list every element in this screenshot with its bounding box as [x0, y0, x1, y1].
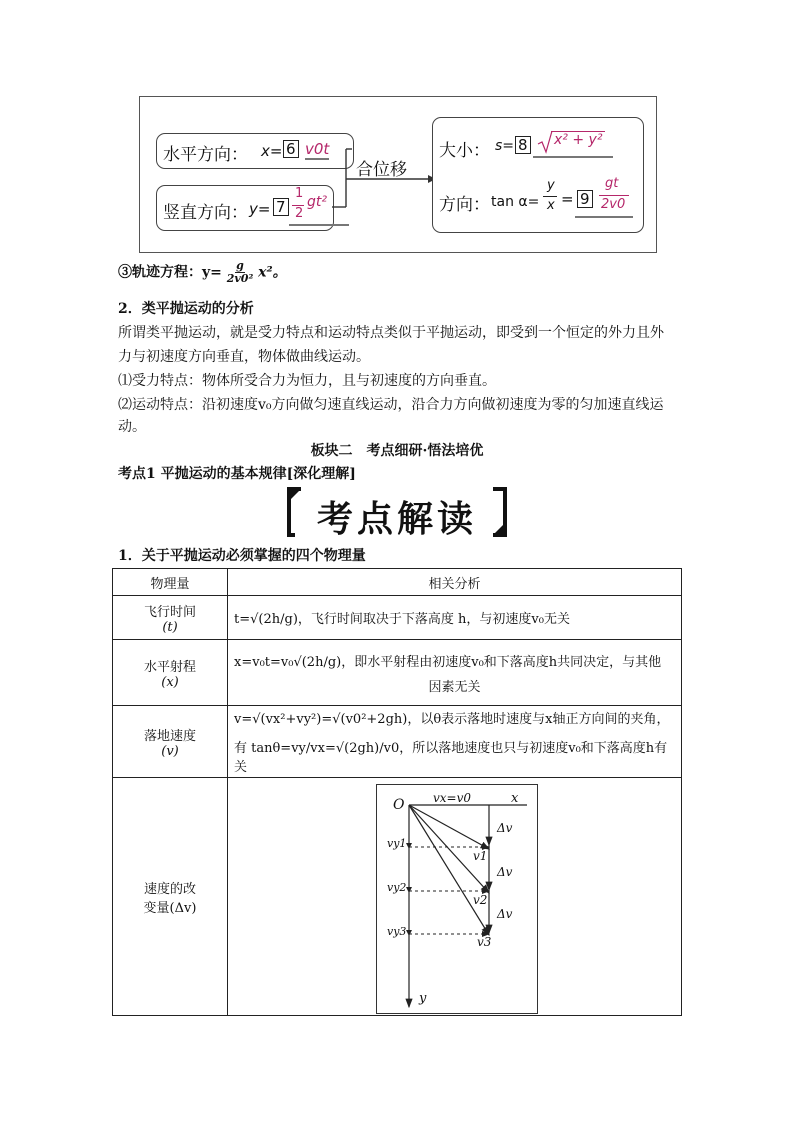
- blank-number-9: 9: [577, 190, 593, 208]
- row-name: [113, 778, 228, 1016]
- result-box: [432, 117, 644, 233]
- traj-prefix: ③轨迹方程：y=: [118, 264, 222, 281]
- sec2-paragraph-4: ⑵运动特点：沿初速度v₀方向做匀速直线运动，沿合力方向做初速度为零的匀加速直线运: [118, 397, 664, 413]
- vy2-label: vy2: [387, 880, 407, 894]
- dir-eq2: =: [561, 190, 574, 208]
- kaodian-jiedu-badge: [287, 487, 507, 540]
- sec2-paragraph-2: 力与初速度方向垂直，物体做曲线运动。: [118, 349, 370, 365]
- traj-frac: $\frac{g}{\text{2v0²}}$: [226, 259, 254, 285]
- y-axis-label: y: [419, 990, 427, 1006]
- kp-title: 考点1 平抛运动的基本规律[深化理解]: [118, 466, 356, 482]
- row-name: [113, 640, 228, 706]
- dir-expr-num: gt: [605, 176, 619, 191]
- row-symbol: (v): [161, 743, 179, 759]
- vertical-expr-tail: gt²: [307, 194, 327, 210]
- sec2-paragraph-1: 所谓类平抛运动，就是受力特点和运动特点类似于平抛运动，即受到一个恒定的外力且外: [118, 325, 664, 341]
- vertical-frac-den: 2: [295, 206, 304, 221]
- row-name-label: 速度的改: [143, 881, 196, 897]
- row-name: [113, 596, 228, 640]
- dv-label-3: Δv: [497, 906, 513, 921]
- row-analysis-line-2: 因素无关: [428, 679, 481, 695]
- row-name-label: 落地速度: [143, 728, 196, 744]
- velocity-figure-frame: [376, 784, 538, 1014]
- traj-suffix: x²。: [258, 264, 287, 281]
- dir-expr-bar: [599, 195, 629, 196]
- row-symbol: (t): [162, 619, 178, 635]
- velocity-figure-wrap: [228, 779, 681, 1015]
- row-name-label: 飞行时间: [143, 604, 196, 620]
- v1-label: v1: [473, 848, 488, 863]
- blank-number-8: 8: [515, 136, 531, 154]
- horizontal-label: 水平方向：: [163, 145, 248, 165]
- sec2-title: 2．类平抛运动的分析: [118, 301, 254, 317]
- vx-label: vx=v0: [433, 790, 472, 805]
- table-row: [113, 596, 682, 640]
- trajectory-equation: [118, 260, 287, 285]
- v3-label: v3: [477, 934, 492, 949]
- dir-eq: tan α=: [491, 194, 540, 210]
- blank-number-6: 6: [283, 140, 299, 158]
- row-analysis-line-1: x=v₀t=v₀√(2h/g)，即水平射程由初速度v₀和下落高度h共同决定，与其他: [234, 654, 662, 670]
- vy1-label: vy1: [387, 836, 407, 850]
- size-expr: x² + y²: [551, 131, 605, 148]
- row-analysis: [228, 706, 682, 778]
- badge-text: 考点解读: [316, 498, 477, 540]
- row-symbol: (x): [161, 674, 179, 690]
- horizontal-eq: x=: [261, 142, 283, 160]
- horizontal-expr: v0t: [305, 140, 330, 158]
- row-name: [113, 706, 228, 778]
- table-header-row: [113, 569, 682, 596]
- sec2-paragraph-5: 动。: [118, 419, 146, 435]
- size-eq: s=: [495, 138, 515, 154]
- vertical-label: 竖直方向：: [163, 203, 248, 223]
- row-analysis: t=√(2h/g)，飞行时间取决于下落高度 h，与初速度v₀无关: [228, 596, 682, 640]
- blank-number-7: 7: [273, 198, 289, 216]
- dir-expr-den: 2v0: [601, 197, 626, 212]
- table-row: [113, 778, 682, 1016]
- size-label: 大小：: [439, 141, 490, 161]
- vertical-eq: y=: [249, 200, 271, 218]
- v2-label: v2: [473, 892, 488, 907]
- dv-label-2: Δv: [497, 864, 513, 879]
- dv-label-1: Δv: [497, 820, 513, 835]
- row-analysis-line-1: v=√(vx²+vy²)=√(v0²+2gh)，以θ表示落地时速度与x轴正方向间的夹角，: [234, 712, 670, 727]
- x-axis-label: x: [511, 790, 519, 806]
- vertical-frac-num: 1: [295, 186, 304, 201]
- combine-label: 合位移: [356, 160, 407, 180]
- table-row: [113, 640, 682, 706]
- row-figure-cell: [228, 778, 682, 1016]
- row-name-label-2: 变量(Δv): [143, 900, 197, 916]
- table-header-quantity: 物理量: [113, 569, 228, 596]
- dir-underline: [575, 216, 633, 218]
- dir-label: 方向：: [439, 195, 490, 215]
- vy3-label: vy3: [387, 924, 407, 938]
- table-header-analysis: 相关分析: [228, 569, 682, 596]
- position-diagram: [139, 96, 657, 253]
- table-row: [113, 706, 682, 778]
- physics-quantities-table: [112, 568, 682, 1016]
- block-title: 板块二 考点细研·悟法培优: [310, 443, 484, 459]
- dir-frac-den: x: [547, 198, 555, 213]
- sec2-paragraph-3: ⑴受力特点：物体所受合力为恒力，且与初速度的方向垂直。: [118, 373, 496, 389]
- row-name-label: 水平射程: [143, 659, 196, 675]
- dir-frac-num: y: [547, 178, 555, 193]
- sec1-title: 1．关于平抛运动必须掌握的四个物理量: [118, 548, 366, 564]
- row-analysis: [228, 640, 682, 706]
- row-analysis-line-2: 有 tanθ=vy/vx=√(2gh)/v0，所以落地速度也只与初速度v₀和下落高度h有关: [234, 741, 668, 775]
- velocity-figure: [377, 785, 537, 1013]
- dir-frac-bar: [543, 196, 557, 197]
- size-underline: [533, 156, 613, 158]
- origin-label: O: [393, 796, 405, 813]
